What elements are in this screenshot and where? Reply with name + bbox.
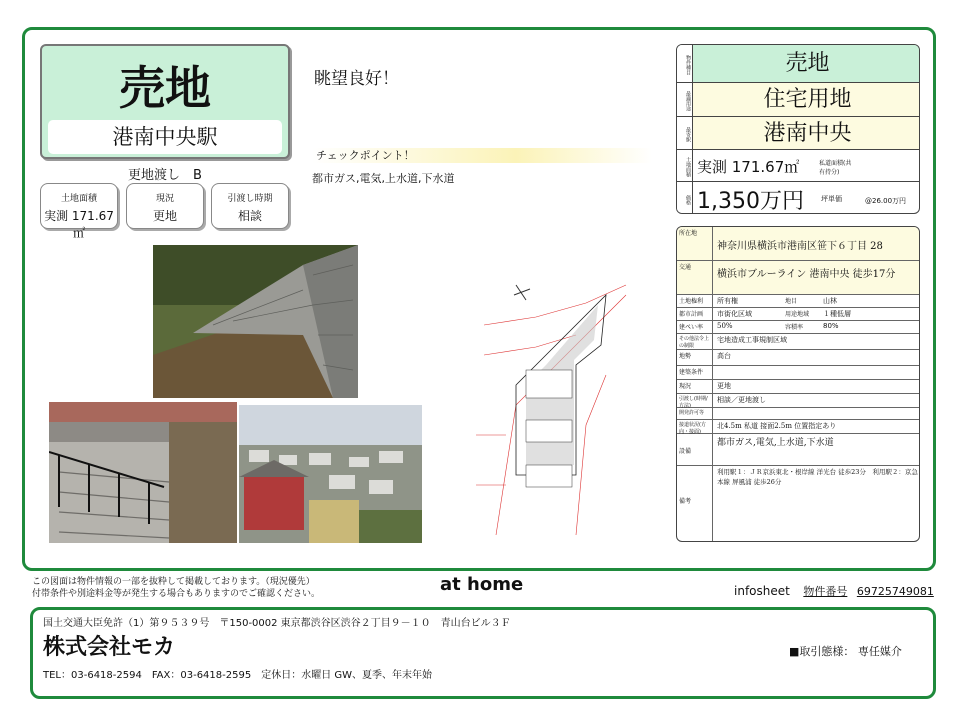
status-card: 現況 更地 <box>126 183 204 229</box>
status-row: 現況 更地 <box>677 380 920 394</box>
property-type: 売地 <box>119 61 211 115</box>
spec-type-row: 物件種目 売地 <box>677 45 920 83</box>
transaction-type: ■取引態様： 専任媒介 <box>789 645 902 658</box>
spec-area-row: 土地面積 実測 171.67㎡ 私道面積(共有持分) <box>677 150 920 182</box>
company-name: 株式会社モカ <box>43 635 176 660</box>
retaining-wall-photo <box>153 245 358 398</box>
coverage-row: 建ぺい率 50% 容積率 80% <box>677 321 920 334</box>
area-card: 土地面積 実測 171.67㎡ <box>40 183 118 229</box>
terrain-row: 地勢 高台 <box>677 350 920 366</box>
road-row: 接道状況(方向・接面) 北4.5m 私道 接面2.5m 位置指定あり <box>677 420 920 434</box>
checkpoint-title: チェックポイント！ <box>312 148 652 163</box>
checkpoint-text: 都市ガス,電気,上水道,下水道 <box>312 172 455 185</box>
spec-use-row: 最適用途 住宅用地 <box>677 83 920 117</box>
license-text: 国土交通大臣免許（1）第９５３９号 〒150-0002 東京都渋谷区渋谷２丁目９－１０ 青山台ビル３Ｆ <box>43 618 511 629</box>
spec-station-row: 最寄駅 港南中央 <box>677 117 920 150</box>
nearest-station: 港南中央駅 <box>48 120 282 154</box>
facility-row: 設備 都市ガス,電気,上水道,下水道 <box>677 434 920 466</box>
spec-price-row: 価格 1,350万円 坪単価 @26.00万円 <box>677 182 920 214</box>
infosheet-label: infosheet 物件番号 69725749081 <box>734 584 934 598</box>
summary-spec-table <box>676 44 920 214</box>
company-box <box>30 607 936 699</box>
rights-row: 土地権利 所有権 地目 山林 <box>677 295 920 308</box>
development-row: 開発許可等 <box>677 408 920 420</box>
site-plan <box>476 255 654 545</box>
condition-row: 建築条件 <box>677 366 920 380</box>
stairs-photo <box>49 402 237 543</box>
other-law-row: その他法令上の制限 宅地造成工事規制区域 <box>677 334 920 350</box>
plan-row: 都市計画 市街化区域 用途地域 １種低層 <box>677 308 920 321</box>
property-type-card <box>40 44 290 159</box>
athome-logo: at home <box>440 574 524 595</box>
property-number: 69725749081 <box>856 585 934 598</box>
remarks-row: 備考 利用駅１：ＪＲ京浜東北・根岸線 洋光台 徒歩23分 利用駅２：京急本線 屏風浦 徒歩26分 <box>677 466 920 542</box>
detail-spec-table <box>676 226 920 542</box>
handover-card: 引渡し時期 相談 <box>211 183 289 229</box>
company-contact: TEL：03-6418-2594 FAX：03-6418-2595 定休日：水曜日 GW、夏季、年末年始 <box>43 670 433 681</box>
handover-condition: 更地渡し B <box>128 168 202 183</box>
catchcopy: 眺望良好！ <box>314 69 399 89</box>
address-row: 所在地 神奈川県横浜市港南区笹下６丁目 28 <box>677 227 920 261</box>
view-photo <box>239 405 422 543</box>
disclaimer-note: この図面は物件情報の一部を抜粋して掲載しております。（現況優先） 付帯条件や別途料金等が発生する場合もありますのでご確認ください。 <box>32 577 321 599</box>
traffic-row: 交通 横浜市ブルーライン 港南中央 徒歩17分 <box>677 261 920 295</box>
handover-row: 引渡し(時期/方法) 相談／更地渡し <box>677 394 920 408</box>
